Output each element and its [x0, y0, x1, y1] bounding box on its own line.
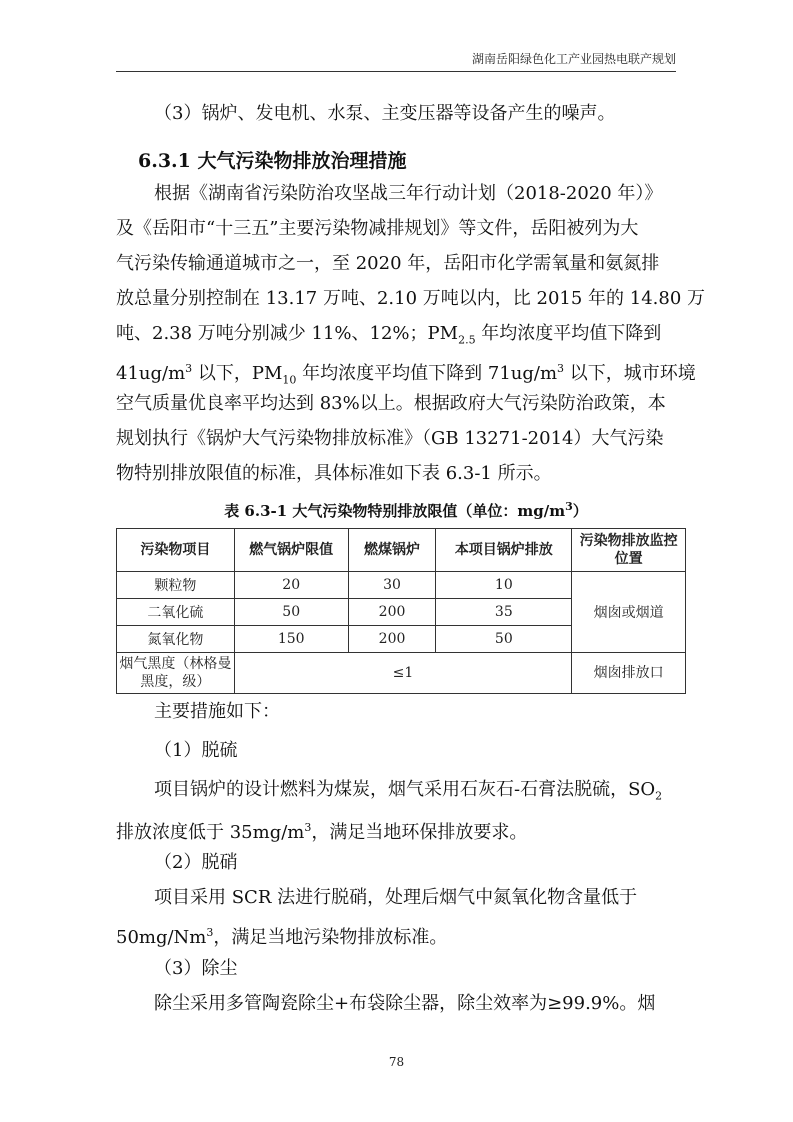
- para-line: 除尘采用多管陶瓷除尘+布袋除尘器，除尘效率为≥99.9%。烟: [154, 993, 656, 1014]
- section-heading: [138, 146, 407, 173]
- para-line: 放总量分别控制在 13.17 万吨、2.10 万吨以内，比 2015 年的 14.80 万: [116, 288, 705, 309]
- para-line: 根据《湖南省污染防治攻坚战三年行动计划（2018-2020 年）》: [154, 183, 663, 204]
- cell-coal: 30: [348, 572, 436, 599]
- text-run: 排放浓度低于 35mg/m: [116, 822, 305, 843]
- cell-gas: 150: [234, 626, 348, 653]
- col-header: 污染物项目: [117, 529, 235, 572]
- cell-gas: 20: [234, 572, 348, 599]
- text-run: 以下，PM: [192, 363, 283, 384]
- text-run: ，满足当地污染物排放标准。: [213, 927, 448, 948]
- heading-number: 6.3.1: [138, 150, 191, 172]
- para-line: [116, 915, 676, 955]
- text-run: 吨、2.38 万吨分别减少 11%、12%；PM: [116, 323, 459, 344]
- col-header: 燃气锅炉限值: [234, 529, 348, 572]
- superscript: 3: [565, 500, 573, 513]
- desulfurization-title: （1）脱硫: [154, 740, 238, 761]
- noise-item: （3）锅炉、发电机、水泵、主变压器等设备产生的噪声。: [154, 103, 616, 124]
- cell-location: 烟囱排放口: [572, 653, 686, 694]
- text-run: 项目锅炉的设计燃料为煤炭，烟气采用石灰石-石膏法脱硫，SO: [154, 779, 656, 800]
- col-header: 污染物排放监控位置: [572, 529, 686, 572]
- cell-item: 二氧化硫: [117, 599, 235, 626]
- cell-coal: 200: [348, 626, 436, 653]
- text-run: 50mg/Nm: [116, 927, 207, 948]
- col-header: 燃煤锅炉: [348, 529, 436, 572]
- text-run: 年均浓度平均值下降到: [475, 323, 662, 344]
- text-run: 41ug/m: [116, 363, 186, 384]
- table-header-row: [117, 529, 686, 572]
- superscript: 3: [185, 362, 193, 375]
- cell-project: 35: [436, 599, 572, 626]
- para-line: [116, 772, 676, 814]
- subscript: 10: [282, 373, 297, 387]
- text-run: 年均浓度平均值下降到 71ug/m: [296, 363, 558, 384]
- para-line: 物特别排放限值的标准，具体标准如下表 6.3-1 所示。: [116, 463, 552, 484]
- cell-project: 50: [436, 626, 572, 653]
- emission-limits-table: [116, 528, 686, 694]
- cell-location: 烟囱或烟道: [572, 572, 686, 653]
- superscript: 3: [557, 362, 565, 375]
- running-header: [116, 50, 676, 72]
- cell-value: ≤1: [234, 653, 571, 694]
- header-title: 湖南岳阳绿色化工产业园热电联产规划: [471, 52, 676, 66]
- para-line: 及《岳阳市“十三五”主要污染物减排规划》等文件，岳阳被列为大: [116, 218, 639, 239]
- measures-intro: 主要措施如下：: [154, 701, 280, 722]
- subscript: 2.5: [458, 333, 476, 347]
- cell-item: 烟气黑度（林格曼黑度，级）: [117, 653, 235, 694]
- subscript: 2: [655, 789, 663, 803]
- dust-removal-title: （3）除尘: [154, 958, 238, 979]
- table-row: [117, 653, 686, 694]
- page-number: 78: [388, 1055, 405, 1069]
- caption-text: ）: [572, 502, 588, 520]
- superscript: 3: [206, 926, 214, 939]
- text-run: 以下，城市环境: [564, 363, 696, 384]
- cell-gas: 50: [234, 599, 348, 626]
- para-line: 规划执行《锅炉大气污染物排放标准》（GB 13271-2014）大气污染: [116, 428, 664, 449]
- superscript: 3: [304, 821, 312, 834]
- denitration-title: （2）脱硝: [154, 852, 238, 873]
- para-line: 项目采用 SCR 法进行脱硝，处理后烟气中氮氧化物含量低于: [154, 887, 638, 908]
- cell-project: 10: [436, 572, 572, 599]
- cell-item: 颗粒物: [117, 572, 235, 599]
- cell-item: 氮氧化物: [117, 626, 235, 653]
- table-row: [117, 572, 686, 599]
- heading-title: 大气污染物排放治理措施: [197, 150, 407, 172]
- para-line: 空气质量优良率平均达到 83%以上。根据政府大气污染防治政策，本: [116, 393, 666, 414]
- text-run: ，满足当地环保排放要求。: [311, 822, 528, 843]
- table-caption: [116, 500, 696, 521]
- cell-coal: 200: [348, 599, 436, 626]
- col-header: 本项目锅炉排放: [436, 529, 572, 572]
- caption-text: 表 6.3-1 大气污染物特别排放限值（单位：mg/m: [224, 502, 566, 520]
- para-line: [116, 810, 676, 850]
- para-line: 气污染传输通道城市之一，至 2020 年，岳阳市化学需氧量和氨氮排: [116, 253, 660, 274]
